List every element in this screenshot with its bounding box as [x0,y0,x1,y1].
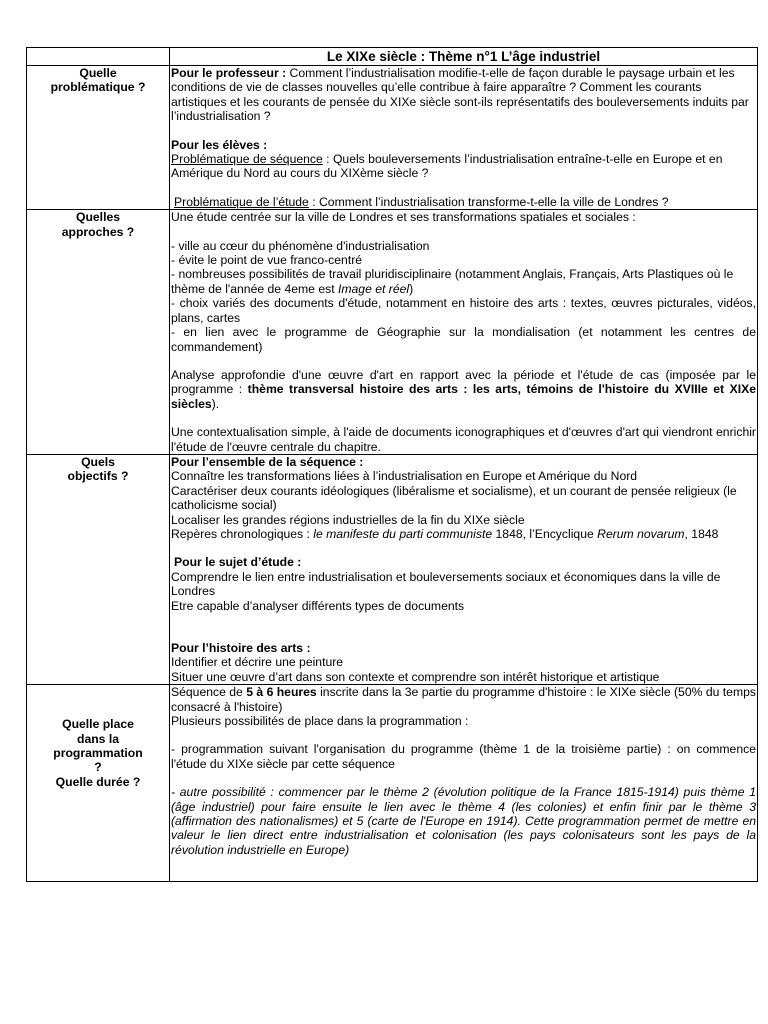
problematique-row [27,66,758,210]
list-item: Connaître les transformations liées à l’industrialisation en Europe et Amérique du Nord [171,469,638,484]
list-item: - évite le point de vue franco-centré [171,253,363,268]
analyse-paragraph: Analyse approfondie d'une œuvre d'art en rapport avec la période et l'étude de cas (imposée par le programme : thème transversal histoire des arts : les arts, témoins de l'histoire du XVIIIe et XIXe siècles). [171,367,756,411]
list-item: Identifier et décrire une peinture [171,655,344,670]
objectifs-label: Quels objectifs ? [27,454,170,684]
list-item: Comprendre le lien entre industrialisation et bouleversements sociaux et économiques dans la ville de Londres [171,569,721,599]
approches-row [27,210,758,455]
etude-problem: Problématique de l’étude : Comment l’industrialisation transforme-t-elle la ville de Londres ? [174,194,669,209]
eleves-heading: Pour les élèves : [171,137,268,152]
list-item: - autre possibilité : commencer par le thème 2 (évolution politique de la France 1815-1914) puis thème 1 (âge industriel) pour faire ensuite le lien avec le thème 4 (les colonies) et enfin finir par le thème 3 (affirmation des nationalismes) et 5 (carte de l'Europe en 1914). Cette programmation permet de mettre en valeur le lien direct entre industrialisation et colonisation (les pays colonisateurs sont les pays de la révolution industrielle en Europe) [171,785,756,857]
list-item: - ville au cœur du phénomène d'industrialisation [171,238,430,253]
programmation-row [27,685,758,882]
list-item: Repères chronologiques : le manifeste du parti communiste 1848, l’Encyclique Rerum novarum, 1848 [171,526,719,541]
sequence-problem: Problématique de séquence : Quels bouleversements l’industrialisation entraîne-t-elle en Europe et en Amérique du Nord au cours du XIXème siècle ? [171,152,723,181]
programmation-label: Quelle place dans la programmation ? Quelle durée ? [27,685,170,882]
sujet-heading: Pour le sujet d’étude : [174,555,302,570]
approches-intro: Une étude centrée sur la ville de Londres et ses transformations spatiales et sociales : [171,210,636,225]
objectifs-content [170,454,758,684]
context-paragraph: Une contextualisation simple, à l'aide de documents iconographiques et d'œuvres d'art qui viendront enrichir l'étude de l'œuvre centrale du chapitre. [171,425,756,454]
arts-heading: Pour l’histoire des arts : [171,641,311,655]
empty-corner-cell [27,48,170,66]
list-item: - nombreuses possibilités de travail pluridisciplinaire (notamment Anglais, Français, Arts Plastiques où le thème de l'année de 4eme est Image et réel) [171,267,734,296]
programmation-content [170,685,758,882]
possibilites-paragraph: Plusieurs possibilités de place dans la programmation : [171,714,469,729]
approches-content [170,210,758,455]
list-item: Situer une œuvre d’art dans son contexte et comprendre son intérêt historique et artistique [171,669,660,684]
page-title: Le XIXe siècle : Thème n°1 L’âge industriel [170,48,758,66]
list-item: - choix variés des documents d'étude, notamment en histoire des arts : textes, œuvres picturales, vidéos, plans, cartes [171,296,756,325]
list-item: Etre capable d’analyser différents types de documents [171,598,465,613]
lesson-plan-table [26,47,758,882]
professeur-paragraph: Pour le professeur : Comment l’industrialisation modifie-t-elle de façon durable le paysage urbain et les conditions de vie de classes nouvelles qu’elle contribue à faire apparaître ? Comment les courants artistiques et les courants de pensée du XIXe siècle sont-ils représentatifs des bouleversements induits par l’industrialisation ? [171,66,749,124]
problematique-label: Quelle problématique ? [27,66,170,210]
approches-label: Quelles approches ? [27,210,170,455]
duree-paragraph: Séquence de 5 à 6 heures inscrite dans la 3e partie du programme d'histoire : le XIXe siècle (50% du temps consacré à l'histoire) [171,685,756,714]
title-row [27,48,758,66]
problematique-content [170,66,758,210]
objectifs-row [27,454,758,684]
list-item: Localiser les grandes régions industrielles de la fin du XIXe siècle [171,512,525,527]
list-item: - programmation suivant l'organisation du programme (thème 1 de la troisième partie) : on commence l'étude du XIXe siècle par cette séquence [171,742,756,771]
list-item: Caractériser deux courants idéologiques (libéralisme et socialisme), et un courant de pensée religieux (le catholicisme social) [171,483,737,513]
sequence-heading: Pour l’ensemble de la séquence : [171,454,364,469]
list-item: - en lien avec le programme de Géographie sur la mondialisation (et notamment les centres de commandement) [171,325,756,354]
